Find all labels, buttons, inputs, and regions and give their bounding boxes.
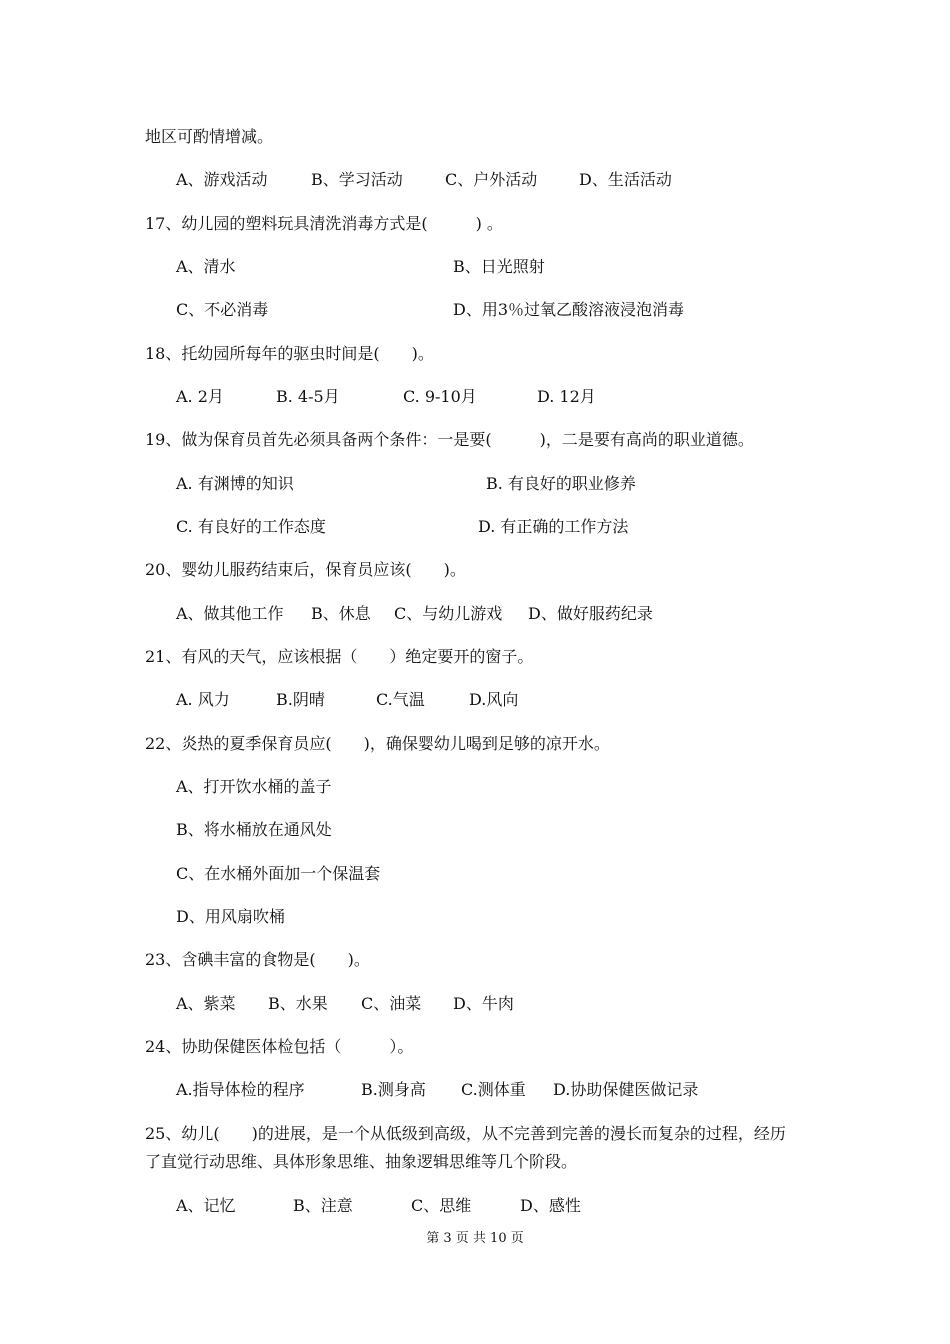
option-c: C、不必消毒 xyxy=(176,300,269,319)
option-a: A、记忆 xyxy=(176,1196,236,1215)
option-d: D、生活活动 xyxy=(579,170,672,189)
option-d: D.协助保健医做记录 xyxy=(553,1080,699,1099)
option-a: A、清水 xyxy=(176,257,236,276)
option-d: D.风向 xyxy=(469,690,519,709)
option-a: A、打开饮水桶的盖子 xyxy=(176,777,332,796)
option-a: A. 风力 xyxy=(176,690,230,709)
option-a: A、紫菜 xyxy=(176,994,236,1013)
option-c: C、思维 xyxy=(411,1196,472,1215)
option-a: A. 2月 xyxy=(176,387,224,406)
question-stem: 21、有风的天气，应该根据（ ）绝定要开的窗子。 xyxy=(145,647,534,666)
option-d: D、做好服药纪录 xyxy=(528,604,653,623)
question-stem: 20、婴幼儿服药结束后，保育员应该( )。 xyxy=(145,560,466,579)
option-d: D、牛肉 xyxy=(453,994,514,1013)
question-stem: 19、做为保育员首先必须具备两个条件：一是要( )，二是要有高尚的职业道德。 xyxy=(145,430,754,449)
question-stem: 24、协助保健医体检包括（ ）。 xyxy=(145,1037,414,1056)
option-b: B、学习活动 xyxy=(311,170,403,189)
option-b: B、日光照射 xyxy=(453,257,545,276)
option-b: B、注意 xyxy=(293,1196,353,1215)
option-c: C. 有良好的工作态度 xyxy=(176,517,326,536)
option-c: C、油菜 xyxy=(361,994,422,1013)
option-d: D. 12月 xyxy=(537,387,596,406)
question-stem: 17、幼儿园的塑料玩具清洗消毒方式是( ) 。 xyxy=(145,214,503,233)
option-b: B. 有良好的职业修养 xyxy=(486,474,636,493)
option-c: C、与幼儿游戏 xyxy=(394,604,503,623)
option-b: B、休息 xyxy=(311,604,371,623)
option-c: C.测体重 xyxy=(461,1080,526,1099)
option-b: B.测身高 xyxy=(361,1080,426,1099)
option-d: D、感性 xyxy=(520,1196,581,1215)
option-c: C、户外活动 xyxy=(445,170,538,189)
option-d: D、用风扇吹桶 xyxy=(176,907,285,926)
option-d: D. 有正确的工作方法 xyxy=(478,517,629,536)
option-c: C. 9-10月 xyxy=(403,387,477,406)
question-stem: 23、含碘丰富的食物是( )。 xyxy=(145,950,370,969)
option-b: B、将水桶放在通风处 xyxy=(176,820,332,839)
question-stem: 22、炎热的夏季保育员应( )，确保婴幼儿喝到足够的凉开水。 xyxy=(145,734,610,753)
option-a: A、游戏活动 xyxy=(176,170,268,189)
option-d: D、用3％过氧乙酸溶液浸泡消毒 xyxy=(453,300,685,319)
page-footer: 第 3 页 共 10 页 xyxy=(426,1231,524,1246)
question-stem-line-2: 了直觉行动思维、具体形象思维、抽象逻辑思维等几个阶段。 xyxy=(145,1152,578,1171)
option-a: A、做其他工作 xyxy=(176,604,284,623)
option-a: A. 有渊博的知识 xyxy=(176,474,294,493)
option-c: C、在水桶外面加一个保温套 xyxy=(176,864,381,883)
question-stem: 18、托幼园所每年的驱虫时间是( )。 xyxy=(145,344,434,363)
option-c: C.气温 xyxy=(376,690,425,709)
option-a: A.指导体检的程序 xyxy=(176,1080,305,1099)
option-b: B. 4-5月 xyxy=(276,387,340,406)
continuation-text: 地区可酌情增减。 xyxy=(145,127,274,146)
question-stem-line-1: 25、幼儿( )的进展，是一个从低级到高级，从不完善到完善的漫长而复杂的过程，经历 xyxy=(145,1124,786,1143)
option-b: B、水果 xyxy=(268,994,328,1013)
option-b: B.阴晴 xyxy=(276,690,325,709)
